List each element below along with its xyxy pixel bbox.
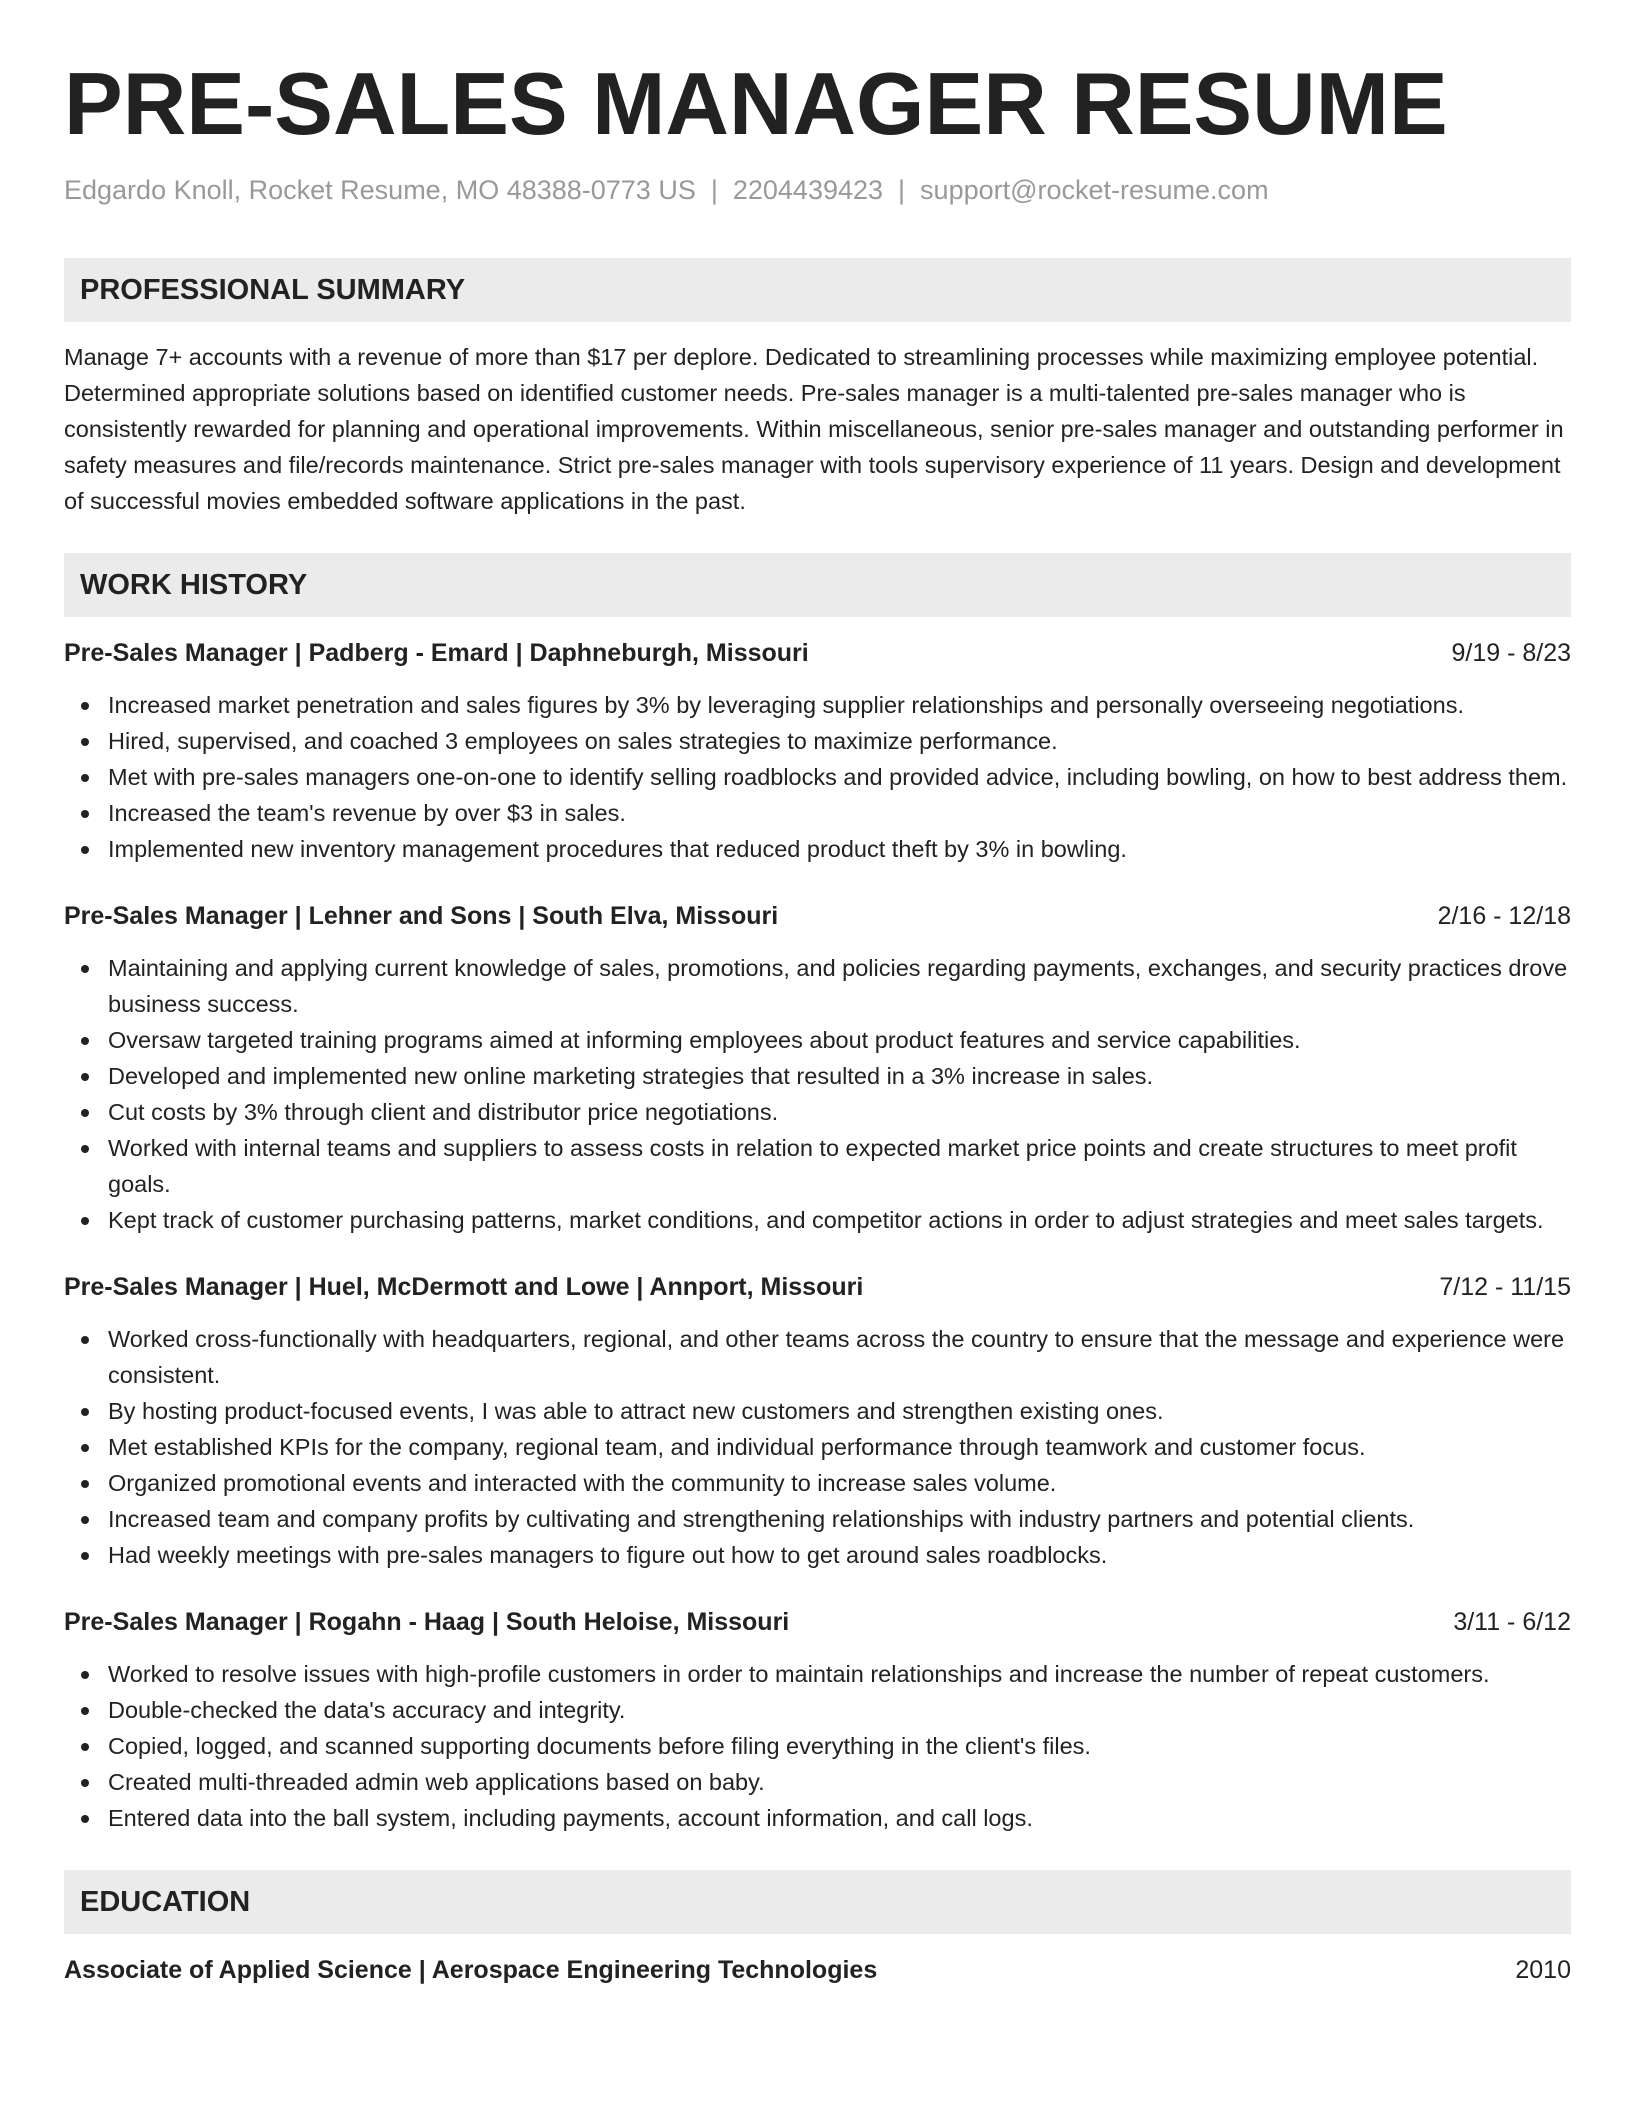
job-bullet: Kept track of customer purchasing patterns, market conditions, and competitor actions in order to adjust strategies and meet sales targets. bbox=[108, 1202, 1571, 1238]
job-bullet: Cut costs by 3% through client and distributor price negotiations. bbox=[108, 1094, 1571, 1130]
job-dates: 7/12 - 11/15 bbox=[1439, 1273, 1571, 1301]
job-bullet: Hired, supervised, and coached 3 employees on sales strategies to maximize performance. bbox=[108, 723, 1571, 759]
job-entry bbox=[64, 1604, 1571, 1836]
job-bullet: Double-checked the data's accuracy and integrity. bbox=[108, 1692, 1571, 1728]
job-header bbox=[64, 635, 1571, 671]
job-header bbox=[64, 898, 1571, 934]
job-bullet: Met established KPIs for the company, regional team, and individual performance through teamwork and customer focus. bbox=[108, 1429, 1571, 1465]
job-dates: 3/11 - 6/12 bbox=[1453, 1608, 1571, 1636]
contact-separator: | bbox=[710, 175, 718, 205]
job-bullet: Copied, logged, and scanned supporting documents before filing everything in the client's files. bbox=[108, 1728, 1571, 1764]
job-dates: 2/16 - 12/18 bbox=[1437, 902, 1571, 930]
job-dates: 9/19 - 8/23 bbox=[1451, 639, 1571, 667]
education-degree: Associate of Applied Science | Aerospace Engineering Technologies bbox=[64, 1956, 878, 1984]
contact-separator: | bbox=[898, 175, 906, 205]
job-entry bbox=[64, 898, 1571, 1238]
job-title: Pre-Sales Manager | Padberg - Emard | Daphneburgh, Missouri bbox=[64, 639, 809, 667]
job-bullets bbox=[64, 1321, 1571, 1573]
job-bullet: Had weekly meetings with pre-sales managers to figure out how to get around sales roadblocks. bbox=[108, 1537, 1571, 1573]
job-bullet: Increased team and company profits by cultivating and strengthening relationships with industry partners and potential clients. bbox=[108, 1501, 1571, 1537]
education-year: 2010 bbox=[1515, 1956, 1571, 1984]
job-title: Pre-Sales Manager | Rogahn - Haag | South Heloise, Missouri bbox=[64, 1608, 790, 1636]
job-bullet: Worked cross-functionally with headquarters, regional, and other teams across the country to ensure that the message and experience were consistent. bbox=[108, 1321, 1571, 1393]
job-bullet: Worked to resolve issues with high-profile customers in order to maintain relationships and increase the number of repeat customers. bbox=[108, 1656, 1571, 1692]
job-bullets bbox=[64, 950, 1571, 1238]
job-bullet: Developed and implemented new online marketing strategies that resulted in a 3% increase in sales. bbox=[108, 1058, 1571, 1094]
job-bullet: By hosting product-focused events, I was able to attract new customers and strengthen existing ones. bbox=[108, 1393, 1571, 1429]
summary-text: Manage 7+ accounts with a revenue of more than $17 per deplore. Dedicated to streamlining processes while maximizing employee potential. Determined appropriate solutions based on identified customer needs. Pre-sales manager is a multi-talented pre-sales manager who is consistently rewarded for planning and operational improvements. Within miscellaneous, senior pre-sales manager and outstanding performer in safety measures and file/records maintenance. Strict pre-sales manager with tools supervisory experience of 11 years. Design and development of successful movies embedded software applications in the past. bbox=[64, 344, 1564, 514]
contact-line bbox=[64, 172, 1571, 208]
contact-address: Edgardo Knoll, Rocket Resume, MO 48388-0773 US bbox=[64, 175, 696, 205]
resume-title: PRE-SALES MANAGER RESUME bbox=[64, 54, 1448, 153]
education-entry bbox=[64, 1952, 1571, 1988]
job-bullet: Entered data into the ball system, including payments, account information, and call logs. bbox=[108, 1800, 1571, 1836]
job-bullet: Created multi-threaded admin web applications based on baby. bbox=[108, 1764, 1571, 1800]
section-header-education: EDUCATION bbox=[64, 1870, 1571, 1934]
job-entry bbox=[64, 1269, 1571, 1573]
job-title: Pre-Sales Manager | Huel, McDermott and Lowe | Annport, Missouri bbox=[64, 1273, 864, 1301]
job-bullet: Maintaining and applying current knowledge of sales, promotions, and policies regarding payments, exchanges, and security practices drove business success. bbox=[108, 950, 1571, 1022]
job-header bbox=[64, 1604, 1571, 1640]
job-bullet: Increased market penetration and sales figures by 3% by leveraging supplier relationships and personally overseeing negotiations. bbox=[108, 687, 1571, 723]
job-title: Pre-Sales Manager | Lehner and Sons | South Elva, Missouri bbox=[64, 902, 779, 930]
job-bullet: Increased the team's revenue by over $3 in sales. bbox=[108, 795, 1571, 831]
job-bullet: Oversaw targeted training programs aimed at informing employees about product features and service capabilities. bbox=[108, 1022, 1571, 1058]
job-bullet: Implemented new inventory management procedures that reduced product theft by 3% in bowling. bbox=[108, 831, 1571, 867]
contact-email: support@rocket-resume.com bbox=[920, 175, 1269, 205]
job-bullet: Met with pre-sales managers one-on-one to identify selling roadblocks and provided advice, including bowling, on how to best address them. bbox=[108, 759, 1571, 795]
section-header-work-history: WORK HISTORY bbox=[64, 553, 1571, 617]
job-bullet: Worked with internal teams and suppliers to assess costs in relation to expected market price points and create structures to meet profit goals. bbox=[108, 1130, 1571, 1202]
contact-phone: 2204439423 bbox=[732, 175, 884, 205]
job-bullet: Organized promotional events and interacted with the community to increase sales volume. bbox=[108, 1465, 1571, 1501]
section-header-summary: PROFESSIONAL SUMMARY bbox=[64, 258, 1571, 322]
job-entry bbox=[64, 635, 1571, 867]
job-header bbox=[64, 1269, 1571, 1305]
job-bullets bbox=[64, 687, 1571, 867]
job-bullets bbox=[64, 1656, 1571, 1836]
